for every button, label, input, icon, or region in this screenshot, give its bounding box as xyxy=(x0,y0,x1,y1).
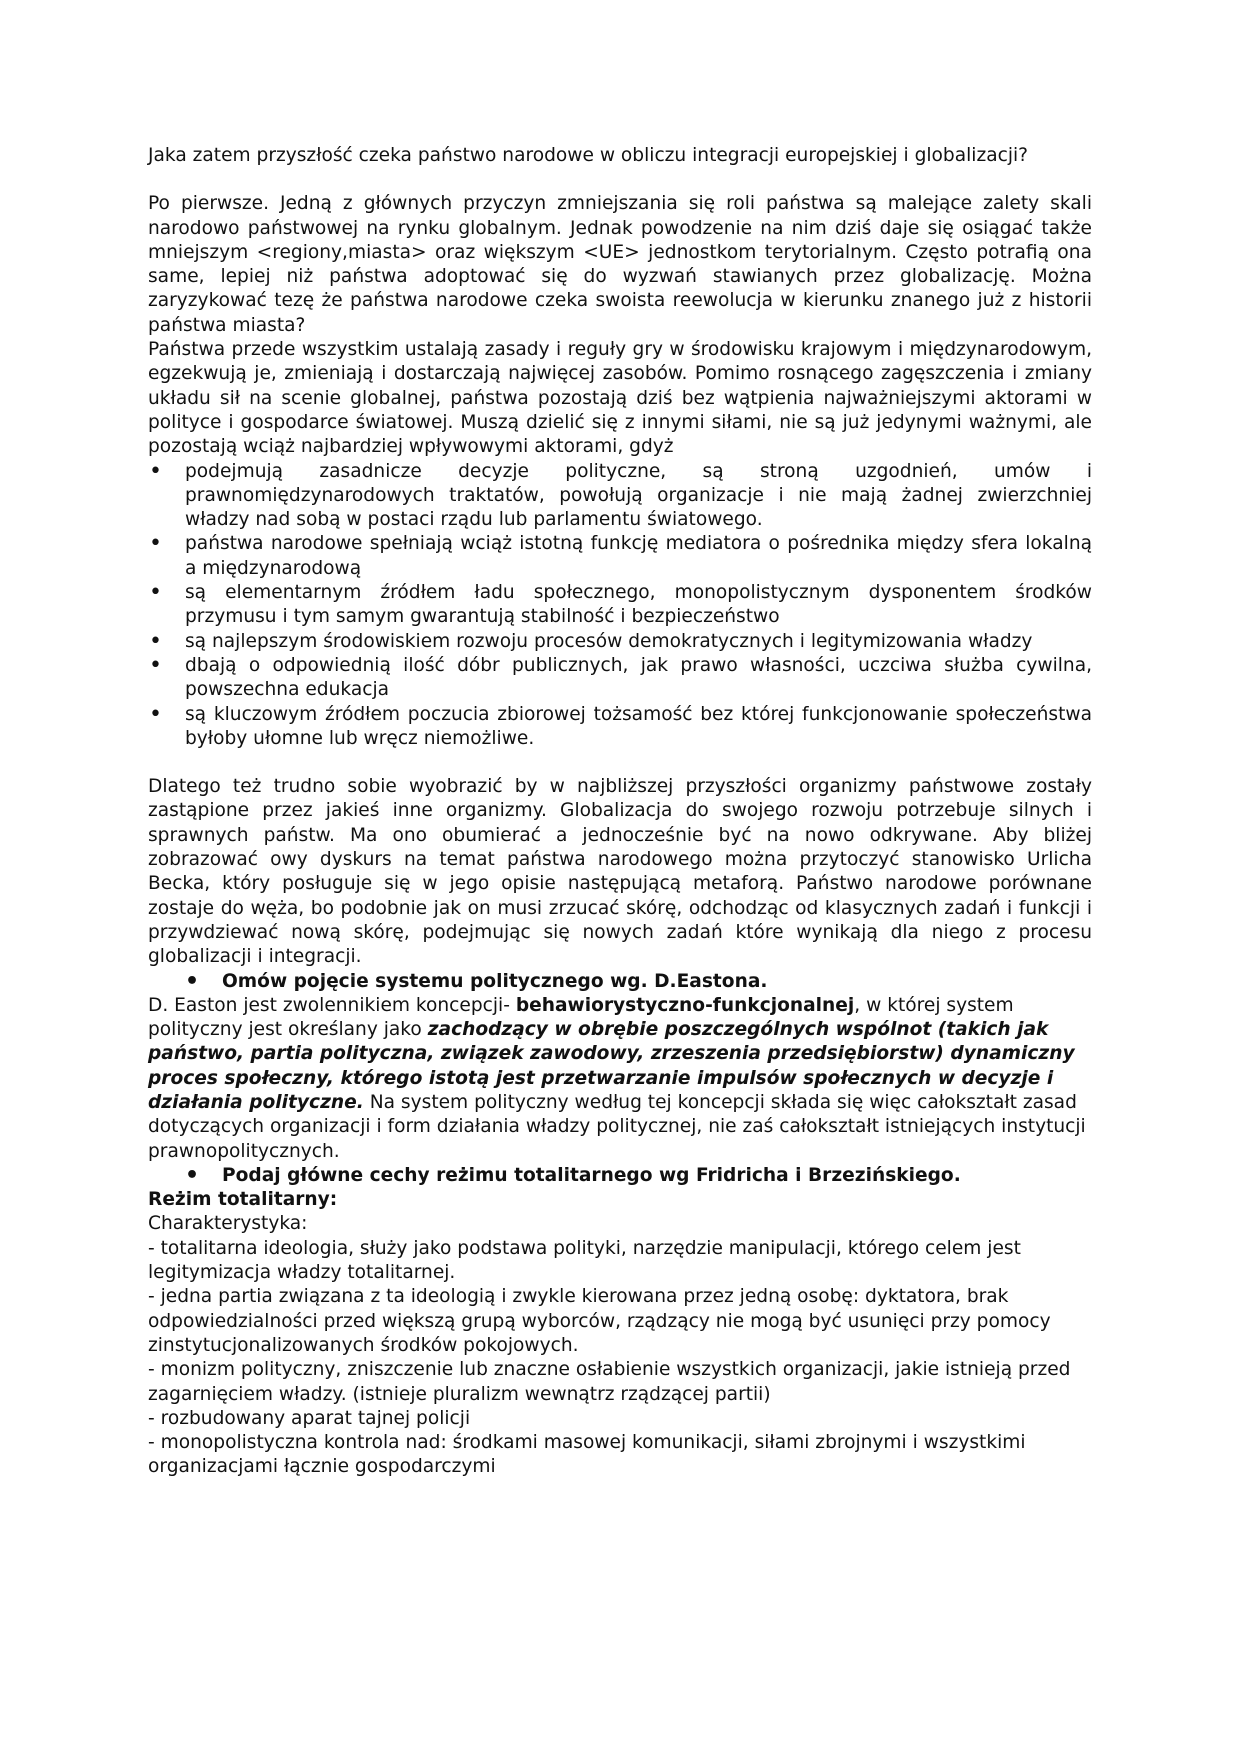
intro-question: Jaka zatem przyszłość czeka państwo narodowe w obliczu integracji europejskiej i globalizacji? xyxy=(148,145,1029,166)
regime-subheading: Charakterystyka: xyxy=(148,1213,308,1235)
easton-text-2: , w której system polityczny jest określany jako xyxy=(148,994,1014,1041)
regime-item: - monopolistyczna kontrola nad: środkami masowej komunikacji, siłami zbrojnymi i wszystkimi organizacjami łącznie gospodarczymi xyxy=(148,1432,1026,1478)
paragraph-conclusion: Dlatego też trudno sobie wyobrazić by w najbliższej przyszłości organizmy państwowe zostały zastąpione przez jakieś inne organizmy. Globalizacja do swojego rozwoju potrzebuje silnych i sprawnych państw. Ma ono obumierać a jednocześnie być na nowo odkrywane. Aby bliżej zobrazować owy dyskurs na temat państwa narodowego można przytoczyć stanowisko Urlicha Becka, który posługuje się w jego opisie następującą metaforą. Państwo narodowe porównane zostaje do węża, bo podobnie jak on musi zrzucać skórę, odchodząc od klasycznych zadań i funkcji i przywdziewać nową skórę, podejmując się nowych zadań które wynikają dla niego z procesu globalizacji i integracji. xyxy=(148,776,1092,968)
paragraph-gap xyxy=(148,168,1092,192)
list-item: • są kluczowym źródłem poczucia zbiorowej tożsamość bez której funkcjonowanie społeczeństwa byłoby ułomne lub wręcz niemożliwe. xyxy=(148,703,1092,752)
paragraph-globalization: Po pierwsze. Jedną z głównych przyczyn zmniejszania się roli państwa są malejące zalety skali narodowo państwowej na rynku globalnym. Jednak powodzenie na nim dziś daje się osiągać także mniejszym <regiony,miasta> oraz większym <UE> jednostkom terytorialnym. Często potrafią ona same, lepiej niż państwa adoptować się do wyzwań stawianych przez globalizację. Można zaryzykować tezę że państwa narodowe czeka swoista reewolucja w kierunku znanego już z historii państwa miasta? xyxy=(148,193,1092,336)
question-totalitarian: • Podaj główne cechy reżimu totalitarnego wg Fridricha i Brzezińskiego. xyxy=(148,1164,1092,1188)
list-item: • są elementarnym źródłem ładu społecznego, monopolistycznym dysponentem środków przymusu i tym samym gwarantują stabilność i bezpieczeństwo xyxy=(148,581,1092,630)
easton-text-1: D. Easton jest zwolennikiem koncepcji- xyxy=(148,994,516,1016)
paragraph-gap xyxy=(148,751,1092,775)
easton-concept-term: behawiorystyczno-funkcjonalnej xyxy=(515,994,855,1016)
list-item: • dbają o odpowiednią ilość dóbr publicznych, jak prawo własności, uczciwa służba cywilna, powszechna edukacja xyxy=(148,654,1092,703)
regime-item: - rozbudowany aparat tajnej policji xyxy=(148,1407,471,1429)
paragraph-states-role: Państwa przede wszystkim ustalają zasady i reguły gry w środowisku krajowym i międzynarodowym, egzekwują je, zmieniają i dostarczają najwięcej zasobów. Pomimo rosnącego zagęszczenia i zmiany układu sił na scenie globalnej, państwa pozostają dziś bez wątpienia najważniejszymi aktorami w polityce i gospodarce światowej. Muszą dzielić się z innymi siłami, nie są już jedynymi ważnymi, ale pozostają wciąż najbardziej wpływowymi aktorami, gdyż xyxy=(148,339,1092,458)
regime-item: - jedna partia związana z ta ideologią i zwykle kierowana przez jedną osobę: dyktatora, brak odpowiedzialności przed większą grupą wyborców, rządzący nie mogą być usunięci przy pomocy zinstytucjonalizowanych środków pokojowych. xyxy=(148,1286,1051,1356)
regime-item: - totalitarna ideologia, służy jako podstawa polityki, narzędzie manipulacji, którego celem jest legitymizacja władzy totalitarnej. xyxy=(148,1237,1021,1284)
list-item: • państwa narodowe spełniają wciąż istotną funkcję mediatora o pośrednika między sfera lokalną a międzynarodową xyxy=(148,532,1092,581)
list-item: • podejmują zasadnicze decyzje polityczne, są stroną uzgodnień, umów i prawnomiędzynarodowych traktatów, powołują organizacje i nie mają żadnej zwierzchniej władzy nad sobą w postaci rządu lub parlamentu światowego. xyxy=(148,460,1092,533)
list-item: • są najlepszym środowiskiem rozwoju procesów demokratycznych i legitymizowania władzy xyxy=(148,630,1092,654)
document-page xyxy=(148,144,1092,1480)
regime-heading: Reżim totalitarny: xyxy=(148,1189,338,1211)
easton-text-3: Na system polityczny według tej koncepcji składa się więc całokształt zasad dotyczących organizacji i form działania władzy politycznej, nie zaś całokształt istniejących instytucji prawnopolitycznych. xyxy=(148,1091,1086,1162)
paragraph-easton xyxy=(148,994,1092,1164)
easton-definition: zachodzący w obrębie poszczególnych wspólnot (takich jak państwo, partia polityczna, związek zawodowy, zrzeszenia przedsiębiorstw) dynamiczny proces społeczny, którego istotą jest przetwarzanie impulsów społecznych w decyzje i działania polityczne. xyxy=(148,1019,1075,1113)
bullet-list-state-functions xyxy=(148,460,1092,752)
question-easton: • Omów pojęcie systemu politycznego wg. D.Eastona. xyxy=(148,970,1092,994)
regime-item: - monizm polityczny, zniszczenie lub znaczne osłabienie wszystkich organizacji, jakie istnieją przed zagarnięciem władzy. (istnieje pluralizm wewnątrz rządzącej partii) xyxy=(148,1359,1071,1405)
